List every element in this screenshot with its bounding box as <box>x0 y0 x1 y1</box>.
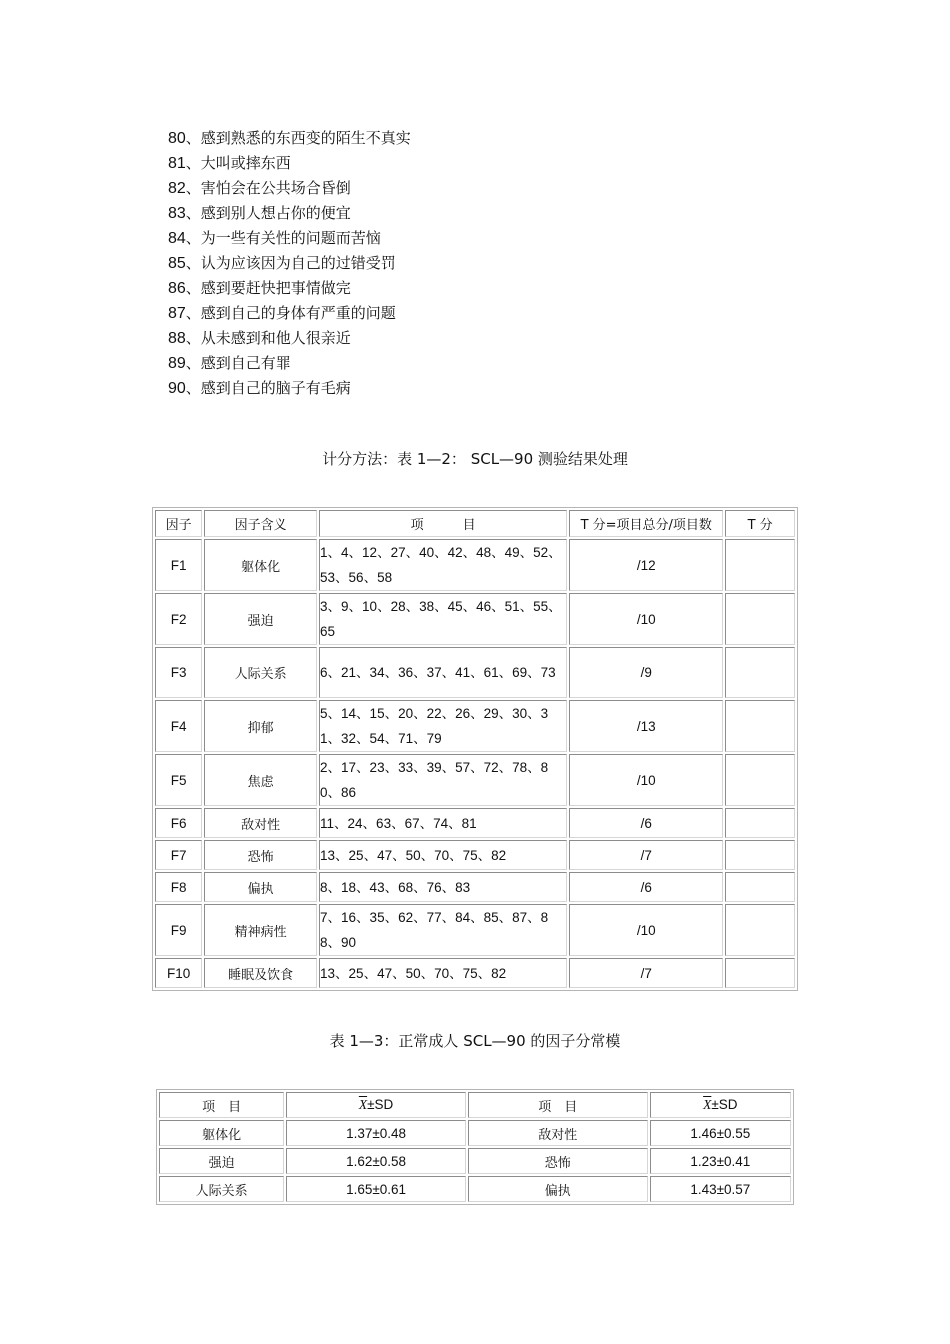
t-score-cell <box>725 958 795 988</box>
t-score-cell <box>725 840 795 870</box>
mean-symbol: $\overline{X}$ <box>703 1097 712 1112</box>
items-cell: 13、25、47、50、70、75、82 <box>319 958 567 988</box>
list-item <box>168 276 411 301</box>
factor-cell: F1 <box>155 539 202 591</box>
norm-value-cell: 1.37±0.48 <box>286 1120 466 1146</box>
items-cell: 6、21、34、36、37、41、61、69、73 <box>319 647 567 698</box>
t-score-cell <box>725 539 795 591</box>
t-score-cell <box>725 904 795 956</box>
table-row <box>155 904 795 956</box>
list-item <box>168 301 411 326</box>
norm-value-cell: 1.65±0.61 <box>286 1176 466 1202</box>
formula-cell: /9 <box>569 647 723 698</box>
formula-cell: /6 <box>569 808 723 838</box>
items-cell: 7、16、35、62、77、84、85、87、88、90 <box>319 904 567 956</box>
t-score-cell <box>725 808 795 838</box>
factor-cell: F2 <box>155 593 202 645</box>
t-score-cell <box>725 872 795 902</box>
formula-cell: /10 <box>569 754 723 806</box>
meaning-cell: 睡眠及饮食 <box>204 958 317 988</box>
norm-value-cell: 1.62±0.58 <box>286 1148 466 1174</box>
table-row <box>155 840 795 870</box>
item-text: 、感到别人想占你的便宜 <box>185 204 351 222</box>
factor-cell: F6 <box>155 808 202 838</box>
table-1-2-caption: 计分方法：表 1—2： SCL—90 测验结果处理 <box>322 450 628 468</box>
sd-label: ±SD <box>367 1097 394 1112</box>
item-text: 、为一些有关性的问题而苦恼 <box>185 229 381 247</box>
header-mean-sd-right <box>650 1092 791 1118</box>
header-item-right: 项 目 <box>468 1092 648 1118</box>
t-score-cell <box>725 754 795 806</box>
t-score-cell <box>725 700 795 752</box>
table-row <box>155 647 795 698</box>
items-cell: 3、9、10、28、38、45、46、51、55、65 <box>319 593 567 645</box>
factor-cell: F4 <box>155 700 202 752</box>
t-score-cell <box>725 647 795 698</box>
meaning-cell: 抑郁 <box>204 700 317 752</box>
item-number: 89 <box>168 355 186 372</box>
table-row <box>155 700 795 752</box>
formula-cell: /10 <box>569 904 723 956</box>
table-row <box>155 958 795 988</box>
table-row <box>155 872 795 902</box>
list-item <box>168 151 411 176</box>
item-number: 87 <box>168 305 186 322</box>
item-text: 、害怕会在公共场合昏倒 <box>185 179 351 197</box>
table-row <box>155 539 795 591</box>
item-number: 88 <box>168 330 186 347</box>
meaning-cell: 焦虑 <box>204 754 317 806</box>
factor-name-cell: 躯体化 <box>159 1120 284 1146</box>
items-cell: 1、4、12、27、40、42、48、49、52、53、56、58 <box>319 539 567 591</box>
list-item <box>168 126 411 151</box>
factor-cell: F3 <box>155 647 202 698</box>
table-header-row <box>155 510 795 537</box>
factor-cell: F9 <box>155 904 202 956</box>
meaning-cell: 强迫 <box>204 593 317 645</box>
formula-cell: /7 <box>569 840 723 870</box>
items-cell: 13、25、47、50、70、75、82 <box>319 840 567 870</box>
table-row <box>159 1148 791 1174</box>
norm-value-cell: 1.46±0.55 <box>650 1120 791 1146</box>
item-number: 82 <box>168 180 186 197</box>
list-item <box>168 351 411 376</box>
factor-cell: F8 <box>155 872 202 902</box>
formula-cell: /6 <box>569 872 723 902</box>
item-number: 86 <box>168 280 186 297</box>
norm-value-cell: 1.23±0.41 <box>650 1148 791 1174</box>
factor-name-cell: 恐怖 <box>468 1148 648 1174</box>
sd-label: ±SD <box>711 1097 738 1112</box>
item-number: 80 <box>168 130 186 147</box>
items-cell: 8、18、43、68、76、83 <box>319 872 567 902</box>
factor-name-cell: 偏执 <box>468 1176 648 1202</box>
item-text: 、感到自己有罪 <box>185 354 291 372</box>
t-score-cell <box>725 593 795 645</box>
meaning-cell: 人际关系 <box>204 647 317 698</box>
formula-cell: /12 <box>569 539 723 591</box>
meaning-cell: 精神病性 <box>204 904 317 956</box>
item-text: 、感到自己的脑子有毛病 <box>185 379 351 397</box>
symptom-list <box>168 126 411 401</box>
factor-cell: F5 <box>155 754 202 806</box>
factor-cell: F7 <box>155 840 202 870</box>
header-meaning: 因子含义 <box>204 510 317 537</box>
header-mean-sd-left <box>286 1092 466 1118</box>
header-factor: 因子 <box>155 510 202 537</box>
list-item <box>168 226 411 251</box>
meaning-cell: 偏执 <box>204 872 317 902</box>
table-row <box>159 1176 791 1202</box>
table-row <box>155 808 795 838</box>
list-item <box>168 326 411 351</box>
items-cell: 2、17、23、33、39、57、72、78、80、86 <box>319 754 567 806</box>
item-text: 、认为应该因为自己的过错受罚 <box>185 254 396 272</box>
header-t-score: T 分 <box>725 510 795 537</box>
formula-cell: /7 <box>569 958 723 988</box>
list-item <box>168 251 411 276</box>
list-item <box>168 201 411 226</box>
meaning-cell: 躯体化 <box>204 539 317 591</box>
item-number: 90 <box>168 380 186 397</box>
item-number: 81 <box>168 155 186 172</box>
factor-name-cell: 敌对性 <box>468 1120 648 1146</box>
item-number: 85 <box>168 255 186 272</box>
meaning-cell: 敌对性 <box>204 808 317 838</box>
item-number: 84 <box>168 230 186 247</box>
factor-cell: F10 <box>155 958 202 988</box>
items-cell: 11、24、63、67、74、81 <box>319 808 567 838</box>
list-item <box>168 176 411 201</box>
table-row <box>159 1120 791 1146</box>
table-row <box>155 593 795 645</box>
factor-name-cell: 强迫 <box>159 1148 284 1174</box>
item-text: 、从未感到和他人很亲近 <box>185 329 351 347</box>
item-text: 、感到自己的身体有严重的问题 <box>185 304 396 322</box>
list-item <box>168 376 411 401</box>
header-formula: T 分=项目总分/项目数 <box>569 510 723 537</box>
table-row <box>155 754 795 806</box>
header-item-left: 项 目 <box>159 1092 284 1118</box>
item-text: 、感到要赶快把事情做完 <box>185 279 351 297</box>
item-text: 、大叫或摔东西 <box>185 154 291 172</box>
table-1-3-caption: 表 1—3：正常成人 SCL—90 的因子分常模 <box>329 1032 621 1050</box>
table-header-row <box>159 1092 791 1118</box>
factor-name-cell: 人际关系 <box>159 1176 284 1202</box>
meaning-cell: 恐怖 <box>204 840 317 870</box>
items-cell: 5、14、15、20、22、26、29、30、31、32、54、71、79 <box>319 700 567 752</box>
norm-value-cell: 1.43±0.57 <box>650 1176 791 1202</box>
item-text: 、感到熟悉的东西变的陌生不真实 <box>185 129 411 147</box>
item-number: 83 <box>168 205 186 222</box>
formula-cell: /10 <box>569 593 723 645</box>
norms-table <box>156 1089 794 1205</box>
header-items: 项 目 <box>319 510 567 537</box>
mean-symbol: $\overline{X}$ <box>358 1097 368 1112</box>
scoring-table <box>152 507 798 991</box>
formula-cell: /13 <box>569 700 723 752</box>
